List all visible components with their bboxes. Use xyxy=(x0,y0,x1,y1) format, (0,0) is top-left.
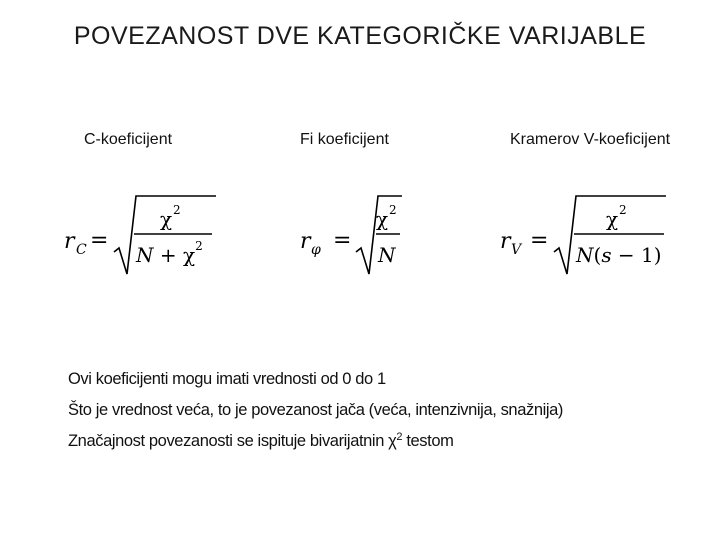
note-significance: Značajnost povezanosti se ispituje bivarijatnin $\chi^2$ testom xyxy=(68,431,454,450)
note-range: Ovi koeficijenti mogu imati vrednosti od 0 do 1 xyxy=(68,370,386,388)
v-formula-subscript: V xyxy=(511,242,522,258)
c-formula-numerator-power: 2 xyxy=(173,203,181,217)
c-coefficient-label: C-koeficijent xyxy=(84,131,173,148)
phi-formula-numerator-power: 2 xyxy=(389,203,397,217)
note-strength: Što je vrednost veća, to je povezanost jača (veća, intenzivnija, snažnija) xyxy=(68,401,564,419)
phi-formula-denominator: N xyxy=(378,243,396,267)
phi-coefficient-formula xyxy=(300,192,410,284)
v-formula-r: r xyxy=(500,229,511,254)
v-formula-equals: = xyxy=(530,228,549,253)
phi-formula-equals: = xyxy=(333,228,352,253)
phi-formula-numerator: χ xyxy=(376,207,389,231)
cramer-v-coefficient-label: Kramerov V-koeficijent xyxy=(510,131,671,148)
slide-title: POVEZANOST DVE KATEGORIČKE VARIJABLE xyxy=(73,22,647,50)
v-formula-denominator: N(s − 1) xyxy=(576,243,662,267)
phi-formula-subscript: φ xyxy=(311,242,321,258)
phi-formula-r: r xyxy=(300,229,311,254)
c-formula-numerator: χ xyxy=(160,207,173,231)
phi-coefficient-label: Fi koeficijent xyxy=(300,131,389,148)
cramer-v-coefficient-formula xyxy=(500,192,670,284)
c-formula-r: r xyxy=(64,229,75,254)
c-formula-denominator: $N + \chi^2$ xyxy=(136,239,203,267)
v-formula-numerator-power: 2 xyxy=(619,203,627,217)
v-formula-numerator: χ xyxy=(606,207,619,231)
c-coefficient-formula xyxy=(64,192,224,284)
c-formula-subscript: C xyxy=(76,242,87,258)
c-formula-equals: = xyxy=(90,228,109,253)
notes-block xyxy=(68,364,563,457)
